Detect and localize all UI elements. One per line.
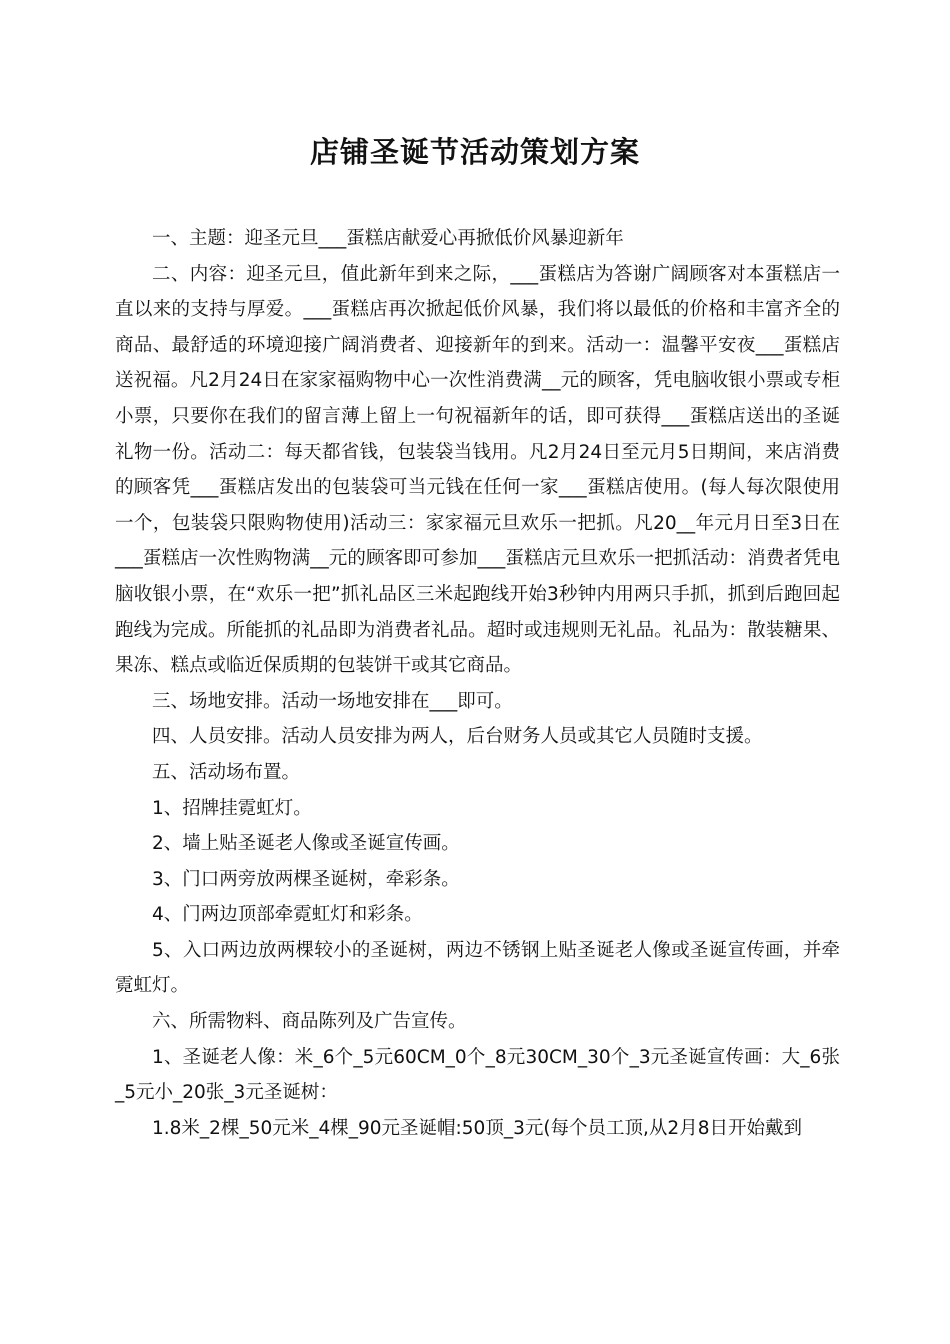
paragraph-content: 二、内容：迎圣元旦，值此新年到来之际，___蛋糕店为答谢广阔顾客对本蛋糕店一直以来的支持与厚爱。___蛋糕店再次掀起低价风暴，我们将以最低的价格和丰富齐全的商品、最舒适的环境迎接广阔消费者、迎接新年的到来。活动一：温馨平安夜___蛋糕店送祝福。凡2月24日在家家福购物中心一次性消费满__元的顾客，凭电脑收银小票或专柜小票，只要你在我们的留言薄上留上一句祝福新年的话，即可获得___蛋糕店送出的圣诞礼物一份。活动二：每天都省钱，包装袋当钱用。凡2月24日至元月5日期间，来店消费的顾客凭___蛋糕店发出的包装袋可当元钱在任何一家___蛋糕店使用。(每人每次限使用一个，包装袋只限购物使用)活动三：家家福元旦欢乐一把抓。凡20__年元月日至3日在___蛋糕店一次性购物满__元的顾客即可参加___蛋糕店元旦欢乐一把抓活动：消费者凭电脑收银小票，在“欢乐一把”抓礼品区三米起跑线开始3秒钟内用两只手抓，抓到后跑回起跑线为完成。所能抓的礼品即为消费者礼品。超时或违规则无礼品。礼品为：散装糖果、果冻、糕点或临近保质期的包装饼干或其它商品。 — [115, 263, 840, 677]
paragraph-layout-item-3: 3、门口两旁放两棵圣诞树，牵彩条。 — [152, 868, 460, 890]
document-title: 店铺圣诞节活动策划方案 — [309, 135, 640, 169]
paragraph-layout-item-1: 1、招牌挂霓虹灯。 — [152, 797, 312, 819]
paragraph-materials-item-1: 1、圣诞老人像：米_6个_5元60CM_0个_8元30CM_30个_3元圣诞宣传画：大_6张_5元小_20张_3元圣诞树： — [115, 1046, 840, 1104]
paragraph-theme: 一、主题：迎圣元旦___蛋糕店献爱心再掀低价风暴迎新年 — [152, 228, 624, 249]
paragraph-layout-heading: 五、活动场布置。 — [152, 761, 301, 783]
paragraph-layout-item-2: 2、墙上贴圣诞老人像或圣诞宣传画。 — [152, 833, 460, 855]
paragraph-materials-heading: 六、所需物料、商品陈列及广告宣传。 — [152, 1011, 467, 1033]
paragraph-staff: 四、人员安排。活动人员安排为两人，后台财务人员或其它人员随时支援。 — [152, 726, 763, 748]
paragraph-materials-item-2: 1.8米_2棵_50元米_4棵_90元圣诞帽:50顶_3元(每个员工顶,从2月8日开始戴到 — [152, 1117, 802, 1139]
paragraph-venue: 三、场地安排。活动一场地安排在___即可。 — [152, 690, 513, 712]
paragraph-layout-item-4: 4、门两边顶部牵霓虹灯和彩条。 — [152, 904, 423, 926]
document-body — [115, 221, 840, 1146]
paragraph-layout-item-5: 5、入口两边放两棵较小的圣诞树，两边不锈钢上贴圣诞老人像或圣诞宣传画，并牵霓虹灯。 — [115, 939, 840, 997]
